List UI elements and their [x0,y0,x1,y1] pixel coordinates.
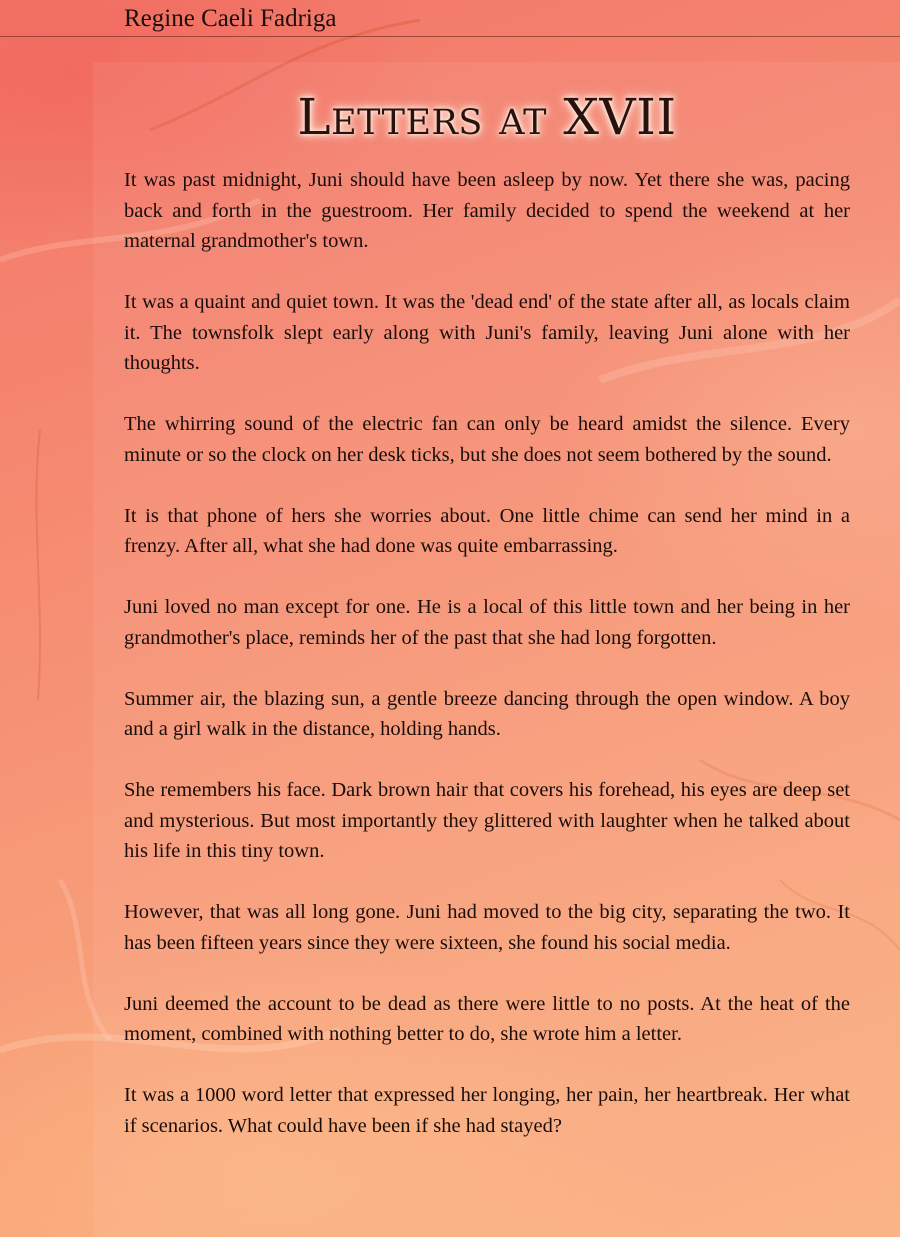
story-paragraph: It is that phone of hers she worries about. One little chime can send her mind in a frenzy. After all, what she had done was quite embarrassing. [124,504,850,557]
story-paragraph: Juni deemed the account to be dead as there were little to no posts. At the heat of the moment, combined with nothing better to do, she wrote him a letter. [124,992,850,1045]
story-paragraph: Summer air, the blazing sun, a gentle breeze dancing through the open window. A boy and a girl walk in the distance, holding hands. [124,687,850,740]
story-paragraph: It was a 1000 word letter that expressed her longing, her pain, her heartbreak. Her what if scenarios. What could have been if she had stayed? [124,1084,850,1137]
story-paragraph: She remembers his face. Dark brown hair that covers his forehead, his eyes are deep set and mysterious. But most importantly they glittered with laughter when he talked about his life in this tiny town. [124,779,850,862]
story-body [124,165,850,1172]
story-paragraph: It was past midnight, Juni should have been asleep by now. Yet there she was, pacing back and forth in the guestroom. Her family decided to spend the weekend at her maternal grandmother's town. [124,169,850,252]
story-paragraph: Juni loved no man except for one. He is a local of this little town and her being in her grandmother's place, reminds her of the past that she had long forgotten. [124,596,850,649]
story-paragraph: It was a quaint and quiet town. It was the 'dead end' of the state after all, as locals claim it. The townsfolk slept early along with Juni's family, leaving Juni alone with her thoughts. [124,291,850,374]
story-paragraph: The whirring sound of the electric fan can only be heard amidst the silence. Every minute or so the clock on her desk ticks, but she does not seem bothered by the sound. [124,413,850,466]
story-paragraph: However, that was all long gone. Juni had moved to the big city, separating the two. It has been fifteen years since they were sixteen, she found his social media. [124,901,850,954]
header-bar [0,0,900,37]
story-title: Letters at XVII [297,88,677,146]
author-name: Regine Caeli Fadriga [124,5,337,32]
